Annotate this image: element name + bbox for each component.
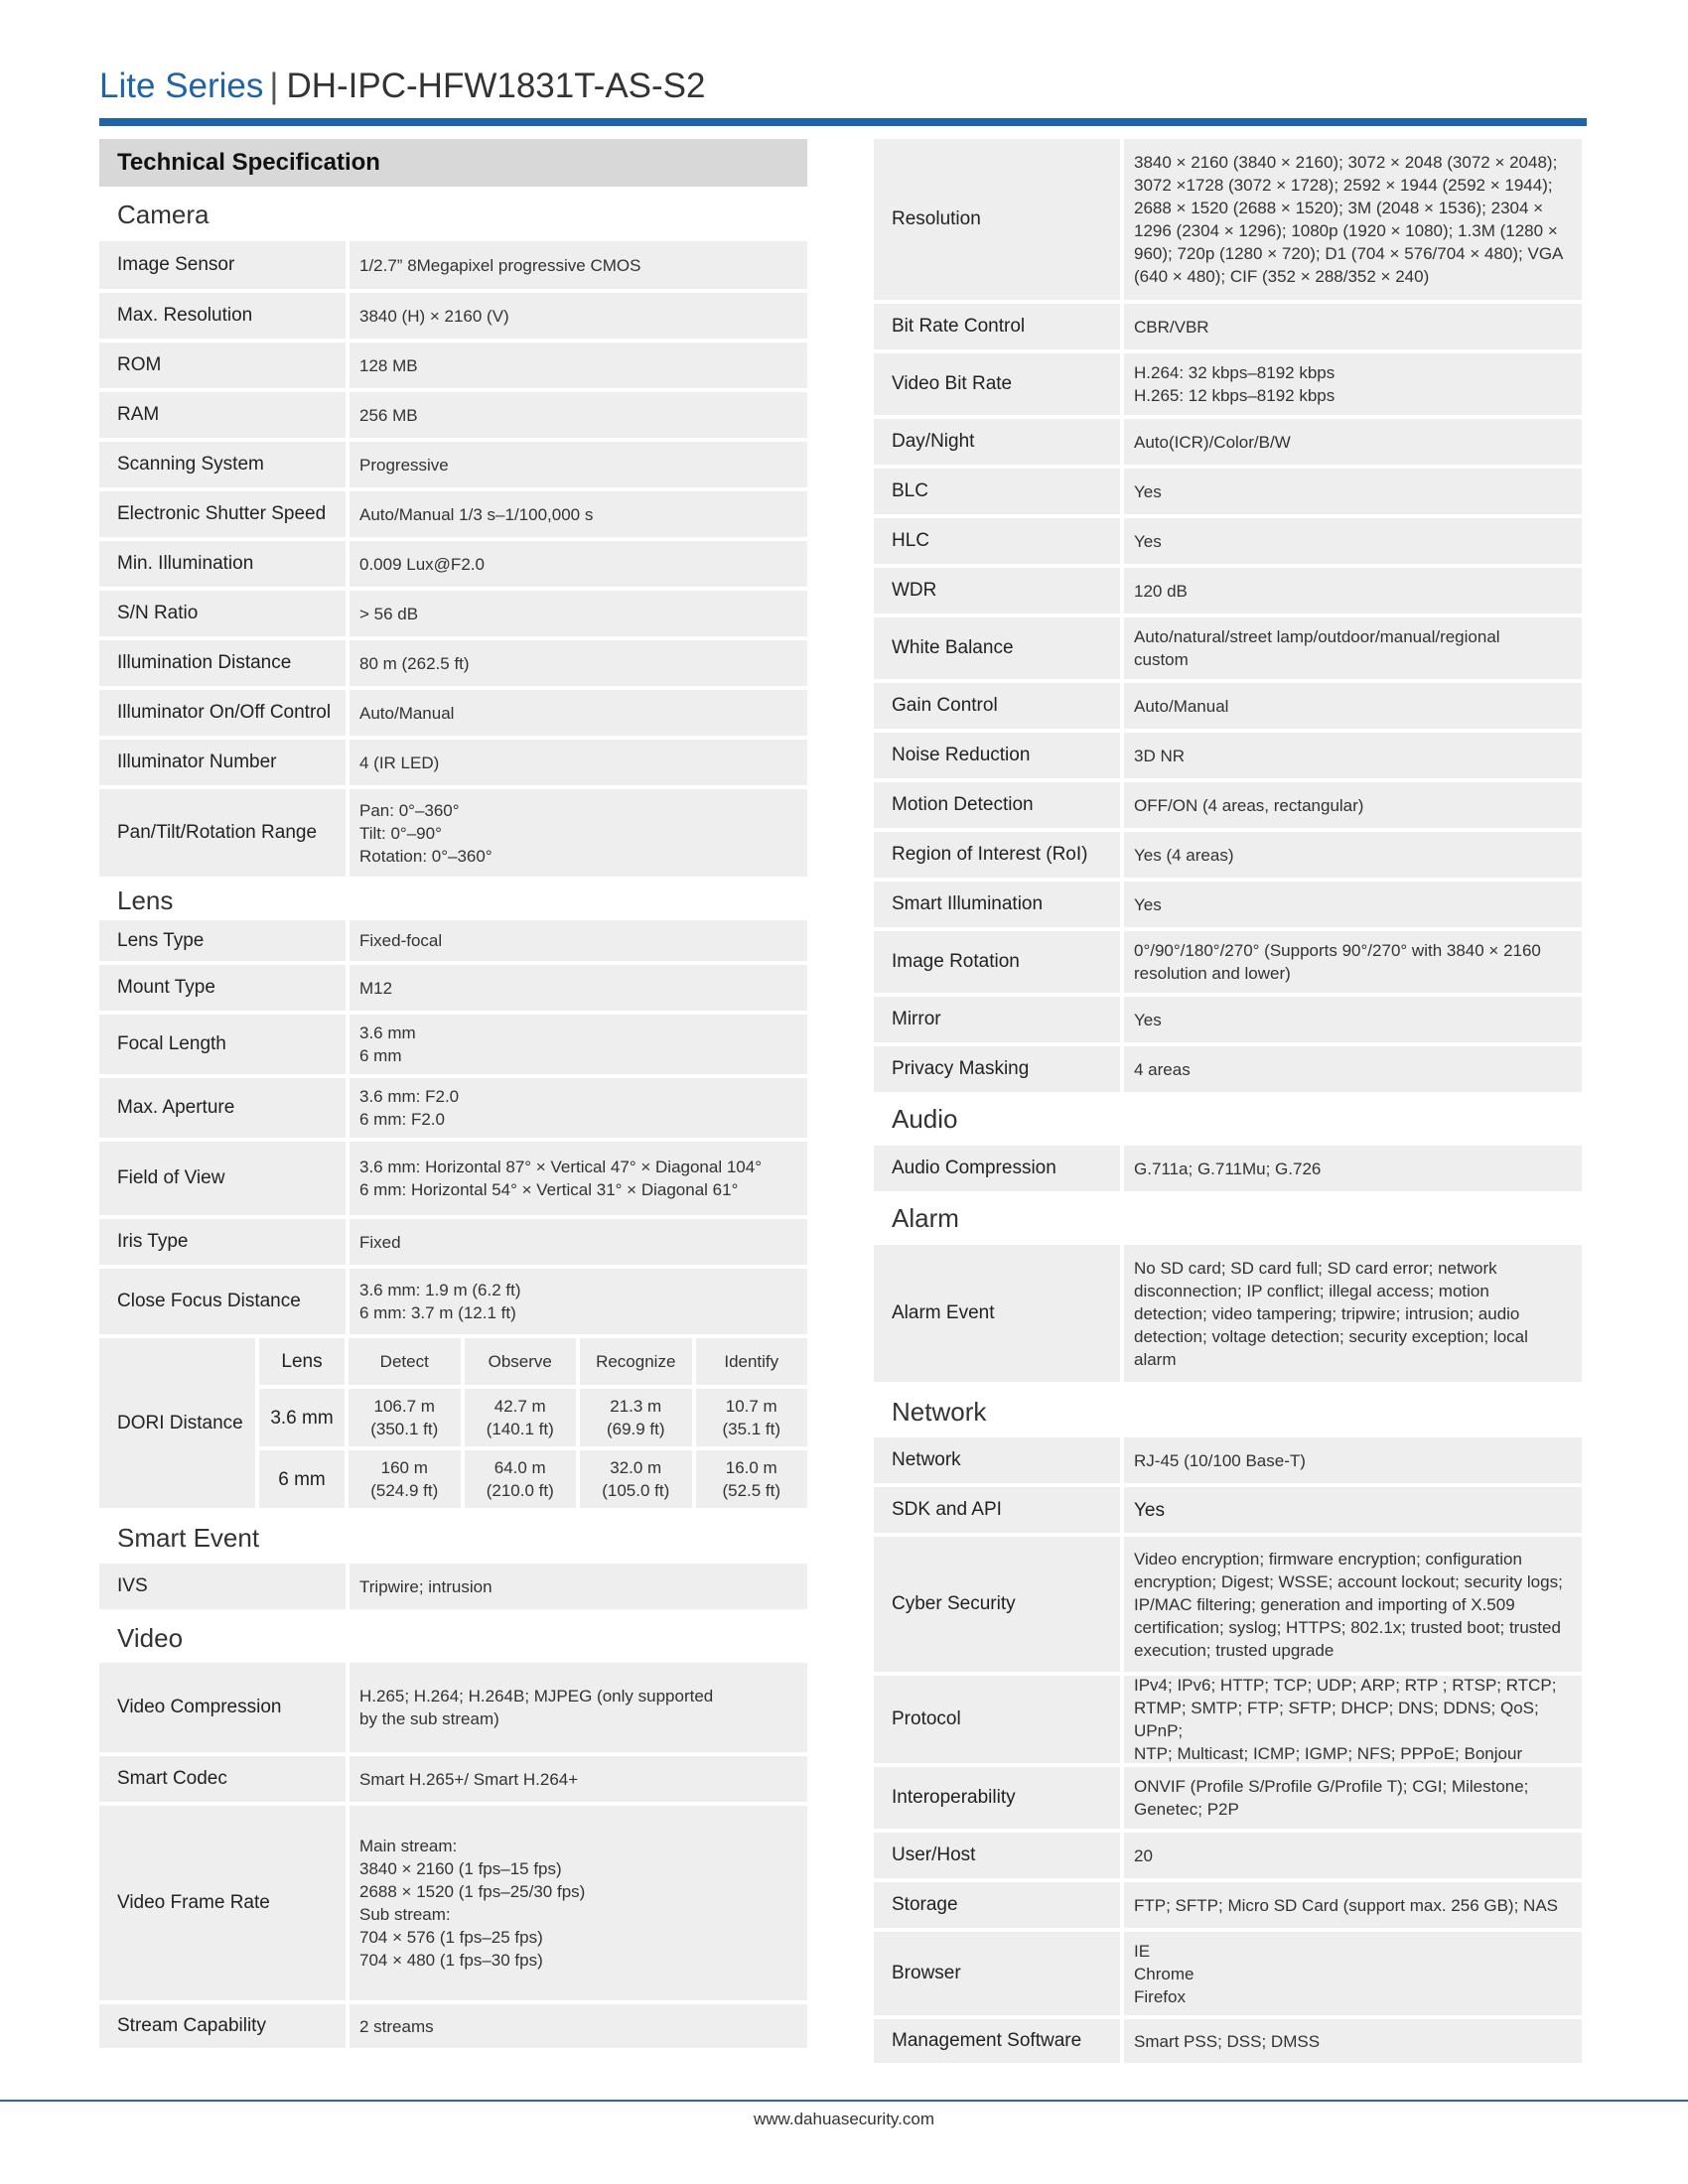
spec-value: Fixed-focal [350,920,807,961]
spec-row [99,241,807,289]
spec-label: White Balance [874,617,1120,679]
spec-row [99,690,807,736]
spec-label: Alarm Event [874,1245,1120,1382]
spec-label: Noise Reduction [874,733,1120,778]
spec-value: H.264: 32 kbps–8192 kbps H.265: 12 kbps–8192 kbps [1124,353,1582,415]
page-header [99,62,706,111]
spec-label: Browser [874,1932,1120,2015]
spec-row [99,965,807,1011]
spec-row [874,931,1582,993]
section-title-smart-event: Smart Event [117,1523,260,1553]
spec-value: H.265; H.264; H.264B; MJPEG (only supported by the sub stream) [350,1663,807,1752]
spec-row [99,1142,807,1215]
spec-value: 3D NR [1124,733,1582,778]
spec-row [874,518,1582,564]
spec-label: Image Sensor [99,241,346,289]
spec-label: Scanning System [99,442,346,487]
spec-row [99,640,807,686]
spec-label: Lens Type [99,920,346,961]
spec-row [874,568,1582,614]
spec-value: 3.6 mm: F2.0 6 mm: F2.0 [350,1078,807,1138]
dori-lens: 6 mm [259,1450,345,1508]
spec-value: OFF/ON (4 areas, rectangular) [1124,782,1582,828]
section-title-lens: Lens [117,886,174,915]
spec-value: Progressive [350,442,807,487]
spec-row [99,541,807,587]
spec-value: 128 MB [350,342,807,388]
section-title-network: Network [892,1397,987,1427]
spec-row [99,342,807,388]
spec-value: 80 m (262.5 ft) [350,640,807,686]
spec-row [99,2004,807,2048]
dori-header: Lens [259,1338,345,1385]
dori-cell: 21.3 m (69.9 ft) [580,1389,692,1446]
spec-value: FTP; SFTP; Micro SD Card (support max. 256 GB); NAS [1124,1882,1582,1928]
spec-label: Illuminator On/Off Control [99,690,346,736]
spec-value: Auto/Manual 1/3 s–1/100,000 s [350,491,807,537]
spec-row [874,1537,1582,1672]
model-name: DH-IPC-HFW1831T-AS-S2 [286,67,706,105]
spec-label: WDR [874,568,1120,614]
spec-label: SDK and API [874,1487,1120,1533]
dori-grid [259,1338,807,1508]
spec-value: 256 MB [350,392,807,438]
spec-row [99,1219,807,1265]
spec-row [99,1269,807,1334]
spec-value: 2 streams [350,2004,807,2048]
dori-table [99,1338,807,1508]
spec-value: Smart H.265+/ Smart H.264+ [350,1756,807,1802]
spec-row [874,353,1582,415]
footer-rule [0,2100,1688,2102]
dori-cell: 16.0 m (52.5 ft) [696,1450,808,1508]
dori-cell: 106.7 m (350.1 ft) [349,1389,461,1446]
dori-cell: 32.0 m (105.0 ft) [580,1450,692,1508]
dori-header: Detect [349,1338,461,1385]
spec-value: Fixed [350,1219,807,1265]
spec-title: Technical Specification [99,139,807,187]
spec-row [99,1564,807,1609]
spec-label: User/Host [874,1833,1120,1878]
spec-row [99,1078,807,1138]
spec-label: Pan/Tilt/Rotation Range [99,789,346,877]
spec-row [874,139,1582,300]
spec-row [874,1487,1582,1533]
spec-label: Network [874,1437,1120,1483]
spec-label: Interoperability [874,1767,1120,1829]
spec-value: ONVIF (Profile S/Profile G/Profile T); CGI; Milestone; Genetec; P2P [1124,1767,1582,1829]
spec-column-left [99,139,807,2052]
spec-row [99,1663,807,1752]
spec-label: Video Bit Rate [874,353,1120,415]
dori-header: Observe [465,1338,577,1385]
spec-row [874,617,1582,679]
spec-value: 0.009 Lux@F2.0 [350,541,807,587]
spec-label: Video Compression [99,1663,346,1752]
section-title-audio: Audio [892,1104,958,1134]
spec-value: Yes [1124,469,1582,514]
spec-value: Tripwire; intrusion [350,1564,807,1609]
spec-label: Audio Compression [874,1146,1120,1191]
spec-value: Main stream: 3840 × 2160 (1 fps–15 fps) 2688 × 1520 (1 fps–25/30 fps) Sub stream: 704 × 576 (1 fps–25 fps) 704 × 480 (1 fps–30 fps) [350,1806,807,2000]
spec-label: Mirror [874,997,1120,1042]
spec-label: Privacy Masking [874,1046,1120,1092]
spec-row [874,997,1582,1042]
spec-value: Yes [1124,1487,1582,1533]
spec-row [874,733,1582,778]
spec-value: IPv4; IPv6; HTTP; TCP; UDP; ARP; RTP ; RTSP; RTCP; RTMP; SMTP; FTP; SFTP; DHCP; DNS; DDNS; QoS; UPnP; NTP; Multicast; ICMP; IGMP; NFS; PPPoE; Bonjour [1124,1676,1582,1763]
spec-label: Gain Control [874,683,1120,729]
spec-row [874,1833,1582,1878]
spec-value: 4 (IR LED) [350,740,807,785]
spec-value: 3.6 mm 6 mm [350,1015,807,1074]
spec-row [874,1146,1582,1191]
spec-label: Day/Night [874,419,1120,465]
spec-label: ROM [99,342,346,388]
spec-row [99,1015,807,1074]
spec-label: Smart Illumination [874,882,1120,927]
spec-label: Cyber Security [874,1537,1120,1672]
spec-label: Illuminator Number [99,740,346,785]
spec-label: IVS [99,1564,346,1609]
spec-value: 1/2.7” 8Megapixel progressive CMOS [350,241,807,289]
spec-label: Electronic Shutter Speed [99,491,346,537]
spec-label: Smart Codec [99,1756,346,1802]
dori-cell: 42.7 m (140.1 ft) [465,1389,577,1446]
spec-value: 3.6 mm: 1.9 m (6.2 ft) 6 mm: 3.7 m (12.1 ft) [350,1269,807,1334]
spec-value: Yes [1124,518,1582,564]
spec-value: 4 areas [1124,1046,1582,1092]
spec-row [874,419,1582,465]
spec-value: Auto(ICR)/Color/B/W [1124,419,1582,465]
spec-row [99,740,807,785]
spec-row [874,1932,1582,2015]
section-title-video: Video [117,1623,184,1653]
spec-value: IE Chrome Firefox [1124,1932,1582,2015]
spec-value: 120 dB [1124,568,1582,614]
spec-label: Management Software [874,2019,1120,2063]
spec-label: Mount Type [99,965,346,1011]
spec-row [874,1437,1582,1483]
spec-label: Resolution [874,139,1120,300]
spec-value: Yes [1124,997,1582,1042]
spec-label: HLC [874,518,1120,564]
spec-value: 20 [1124,1833,1582,1878]
spec-value: G.711a; G.711Mu; G.726 [1124,1146,1582,1191]
spec-value: Pan: 0°–360° Tilt: 0°–90° Rotation: 0°–360° [350,789,807,877]
spec-row [874,882,1582,927]
spec-value: 3840 × 2160 (3840 × 2160); 3072 × 2048 (3072 × 2048); 3072 ×1728 (3072 × 1728); 2592 × 1944 (2592 × 1944); 2688 × 1520 (2688 × 1520); 3M (2048 × 1536); 2304 × 1296 (2304 × 1296); 1080p (1920 × 1080); 1.3M (1280 × 960); 720p (1280 × 720); D1 (704 × 576/704 × 480); VGA (640 × 480); CIF (352 × 288/352 × 240) [1124,139,1582,300]
spec-value: 3.6 mm: Horizontal 87° × Vertical 47° × Diagonal 104° 6 mm: Horizontal 54° × Vertical 31° × Diagonal 61° [350,1142,807,1215]
spec-row [874,1245,1582,1382]
spec-value: 3840 (H) × 2160 (V) [350,293,807,339]
spec-label: RAM [99,392,346,438]
spec-row [99,1806,807,2000]
spec-value: M12 [350,965,807,1011]
dori-cell: 10.7 m (35.1 ft) [696,1389,808,1446]
spec-column-right [874,139,1582,2067]
spec-label: Close Focus Distance [99,1269,346,1334]
dori-lens: 3.6 mm [259,1389,345,1446]
spec-label: Max. Resolution [99,293,346,339]
spec-value: Yes (4 areas) [1124,832,1582,878]
spec-label: Focal Length [99,1015,346,1074]
spec-row [874,1676,1582,1763]
spec-value: Smart PSS; DSS; DMSS [1124,2019,1582,2063]
dori-cell: 64.0 m (210.0 ft) [465,1450,577,1508]
section-title-alarm: Alarm [892,1203,959,1233]
spec-value: Auto/Manual [350,690,807,736]
spec-value: No SD card; SD card full; SD card error; network disconnection; IP conflict; illegal access; motion detection; video tampering; tripwire; intrusion; audio detection; voltage detection; security exception; local alarm [1124,1245,1582,1382]
spec-label: Image Rotation [874,931,1120,993]
spec-row [99,789,807,877]
spec-row [874,1767,1582,1829]
spec-label: Video Frame Rate [99,1806,346,2000]
spec-label: Region of Interest (RoI) [874,832,1120,878]
spec-value: Video encryption; firmware encryption; configuration encryption; Digest; WSSE; account lockout; security logs; IP/MAC filtering; generation and importing of X.509 certification; syslog; HTTPS; 802.1x; trusted boot; trusted execution; trusted upgrade [1124,1537,1582,1672]
spec-row [874,469,1582,514]
spec-label: Max. Aperture [99,1078,346,1138]
spec-label: S/N Ratio [99,591,346,636]
spec-row [99,392,807,438]
spec-label: BLC [874,469,1120,514]
spec-value: CBR/VBR [1124,304,1582,349]
spec-value: Auto/Manual [1124,683,1582,729]
spec-row [874,683,1582,729]
dori-cell: 160 m (524.9 ft) [349,1450,461,1508]
spec-row [874,1882,1582,1928]
spec-value: 0°/90°/180°/270° (Supports 90°/270° with 3840 × 2160 resolution and lower) [1124,931,1582,993]
spec-value: Yes [1124,882,1582,927]
dori-header: Identify [696,1338,808,1385]
dori-label: DORI Distance [99,1338,255,1508]
spec-value: Auto/natural/street lamp/outdoor/manual/regional custom [1124,617,1582,679]
spec-row [874,2019,1582,2063]
spec-label: Protocol [874,1676,1120,1763]
spec-row [99,293,807,339]
spec-row [99,1756,807,1802]
header-separator: | [269,67,279,105]
spec-row [874,832,1582,878]
spec-row [99,920,807,961]
footer-url[interactable]: www.dahuasecurity.com [753,2110,935,2128]
spec-label: Illumination Distance [99,640,346,686]
header-rule [99,118,1587,126]
series-name: Lite Series [99,67,264,105]
spec-label: Motion Detection [874,782,1120,828]
spec-label: Min. Illumination [99,541,346,587]
spec-value: RJ-45 (10/100 Base-T) [1124,1437,1582,1483]
spec-label: Storage [874,1882,1120,1928]
spec-label: Bit Rate Control [874,304,1120,349]
spec-value: > 56 dB [350,591,807,636]
spec-label: Field of View [99,1142,346,1215]
spec-row [99,591,807,636]
spec-row [874,1046,1582,1092]
section-title-camera: Camera [117,200,210,229]
spec-label: Iris Type [99,1219,346,1265]
spec-row [99,442,807,487]
spec-label: Stream Capability [99,2004,346,2048]
spec-row [874,304,1582,349]
dori-header: Recognize [580,1338,692,1385]
spec-row [99,491,807,537]
spec-row [874,782,1582,828]
